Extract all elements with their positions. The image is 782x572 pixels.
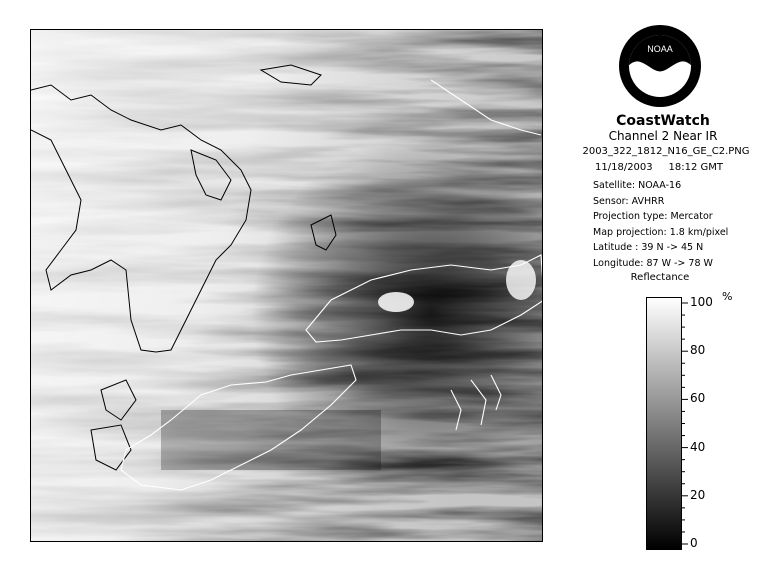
file-name: 2003_322_1812_N16_GE_C2.PNG (582, 146, 750, 157)
colorbar-tick-label: 100 (690, 295, 713, 309)
projection-line: Projection type: Mercator (593, 211, 713, 223)
colorbar-label: Reflectance (630, 272, 690, 283)
colorbar-tick-label: 0 (690, 536, 698, 550)
logo-text: NOAA (647, 44, 673, 54)
colorbar-tick-label: 20 (690, 487, 706, 502)
noaa-logo-icon (618, 24, 702, 108)
longitude-line: Longitude: 87 W -> 78 W (593, 257, 713, 269)
satellite-line: Satellite: NOAA-16 (593, 180, 682, 191)
image-time: 18:12 GMT (668, 162, 724, 173)
image-date: 11/18/2003 (595, 162, 653, 173)
resolution-line: Map projection: 1.8 km/pixel (593, 226, 729, 238)
colorbar-tick-label: 80 (690, 343, 706, 358)
product-title: CoastWatch (616, 113, 710, 129)
date-time (595, 162, 723, 173)
satellite-map (30, 29, 543, 542)
metadata-panel (593, 178, 728, 272)
sensor-line: Sensor: AVHRR (593, 195, 665, 207)
colorbar-ticks (682, 297, 742, 550)
colorbar-tick-label: 40 (690, 439, 706, 454)
channel-name: Channel 2 Near IR (608, 129, 718, 143)
colorbar (646, 297, 682, 550)
cloud-imagery (31, 30, 543, 542)
colorbar-unit: % (722, 290, 733, 303)
colorbar-tick-label: 60 (690, 391, 706, 406)
latitude-line: Latitude : 39 N -> 45 N (593, 242, 704, 254)
